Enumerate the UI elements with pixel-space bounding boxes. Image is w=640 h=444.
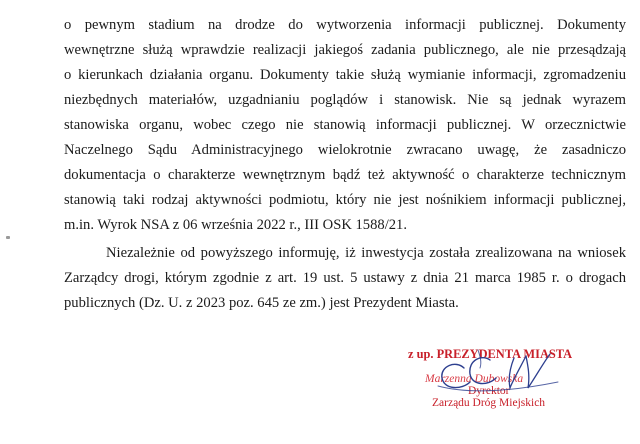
margin-mark: [6, 236, 10, 239]
paragraph-2-line: publicznych (Dz. U. z 2023 poz. 645 ze zm.) jest Prezydent Miasta.: [64, 295, 459, 311]
paragraph-1-line: dokumentacja o charakterze wewnętrznym bądź też aktywność o charakterze technicznym: [64, 167, 626, 183]
stamp-name: Marzenna Dubowska: [425, 373, 524, 385]
paragraph-1-line: stanowią taki rodzaj aktywności podmiotu, który nie jest nośnikiem informacji publicznej,: [64, 192, 626, 208]
paragraph-2-line: Niezależnie od powyższego informuję, iż inwestycja została zrealizowana na wniosek: [106, 245, 626, 261]
paragraph-1-line: niezbędnych materiałów, uzgadnianiu poglądów i stanowisk. Nie są jednak wyrazem: [64, 92, 626, 108]
paragraph-1-line: stanowiska organu, wobec czego nie stanowią informacji publicznej. W orzecznictwie: [64, 117, 626, 133]
stamp-role: Dyrektor: [468, 385, 510, 397]
paragraph-1-line: wewnętrzne służą wprawdzie realizacji jakiegoś zadania publicznego, ale nie przesądzają: [64, 42, 626, 58]
paragraph-1-line: o pewnym stadium na drodze do wytworzenia informacji publicznej. Dokumenty: [64, 17, 626, 33]
stamp-unit: Zarządu Dróg Miejskich: [432, 397, 546, 409]
paragraph-1-line: o kierunkach działania organu. Dokumenty takie służą wymianie informacji, zgromadzeniu: [64, 67, 626, 83]
paragraph-2-line: Zarządcy drogi, którym zgodnie z art. 19 ust. 5 ustawy z dnia 21 marca 1985 r. o drogach: [64, 270, 626, 286]
stamp-header: z up. PREZYDENTA MIASTA: [408, 347, 573, 361]
paragraph-1-line: m.in. Wyrok NSA z 06 września 2022 r., III OSK 1588/21.: [64, 217, 407, 233]
paragraph-1-line: Naczelnego Sądu Administracyjnego wielokrotnie zwracano uwagę, że zasadniczo: [64, 142, 626, 158]
handwritten-signature: [418, 346, 578, 408]
